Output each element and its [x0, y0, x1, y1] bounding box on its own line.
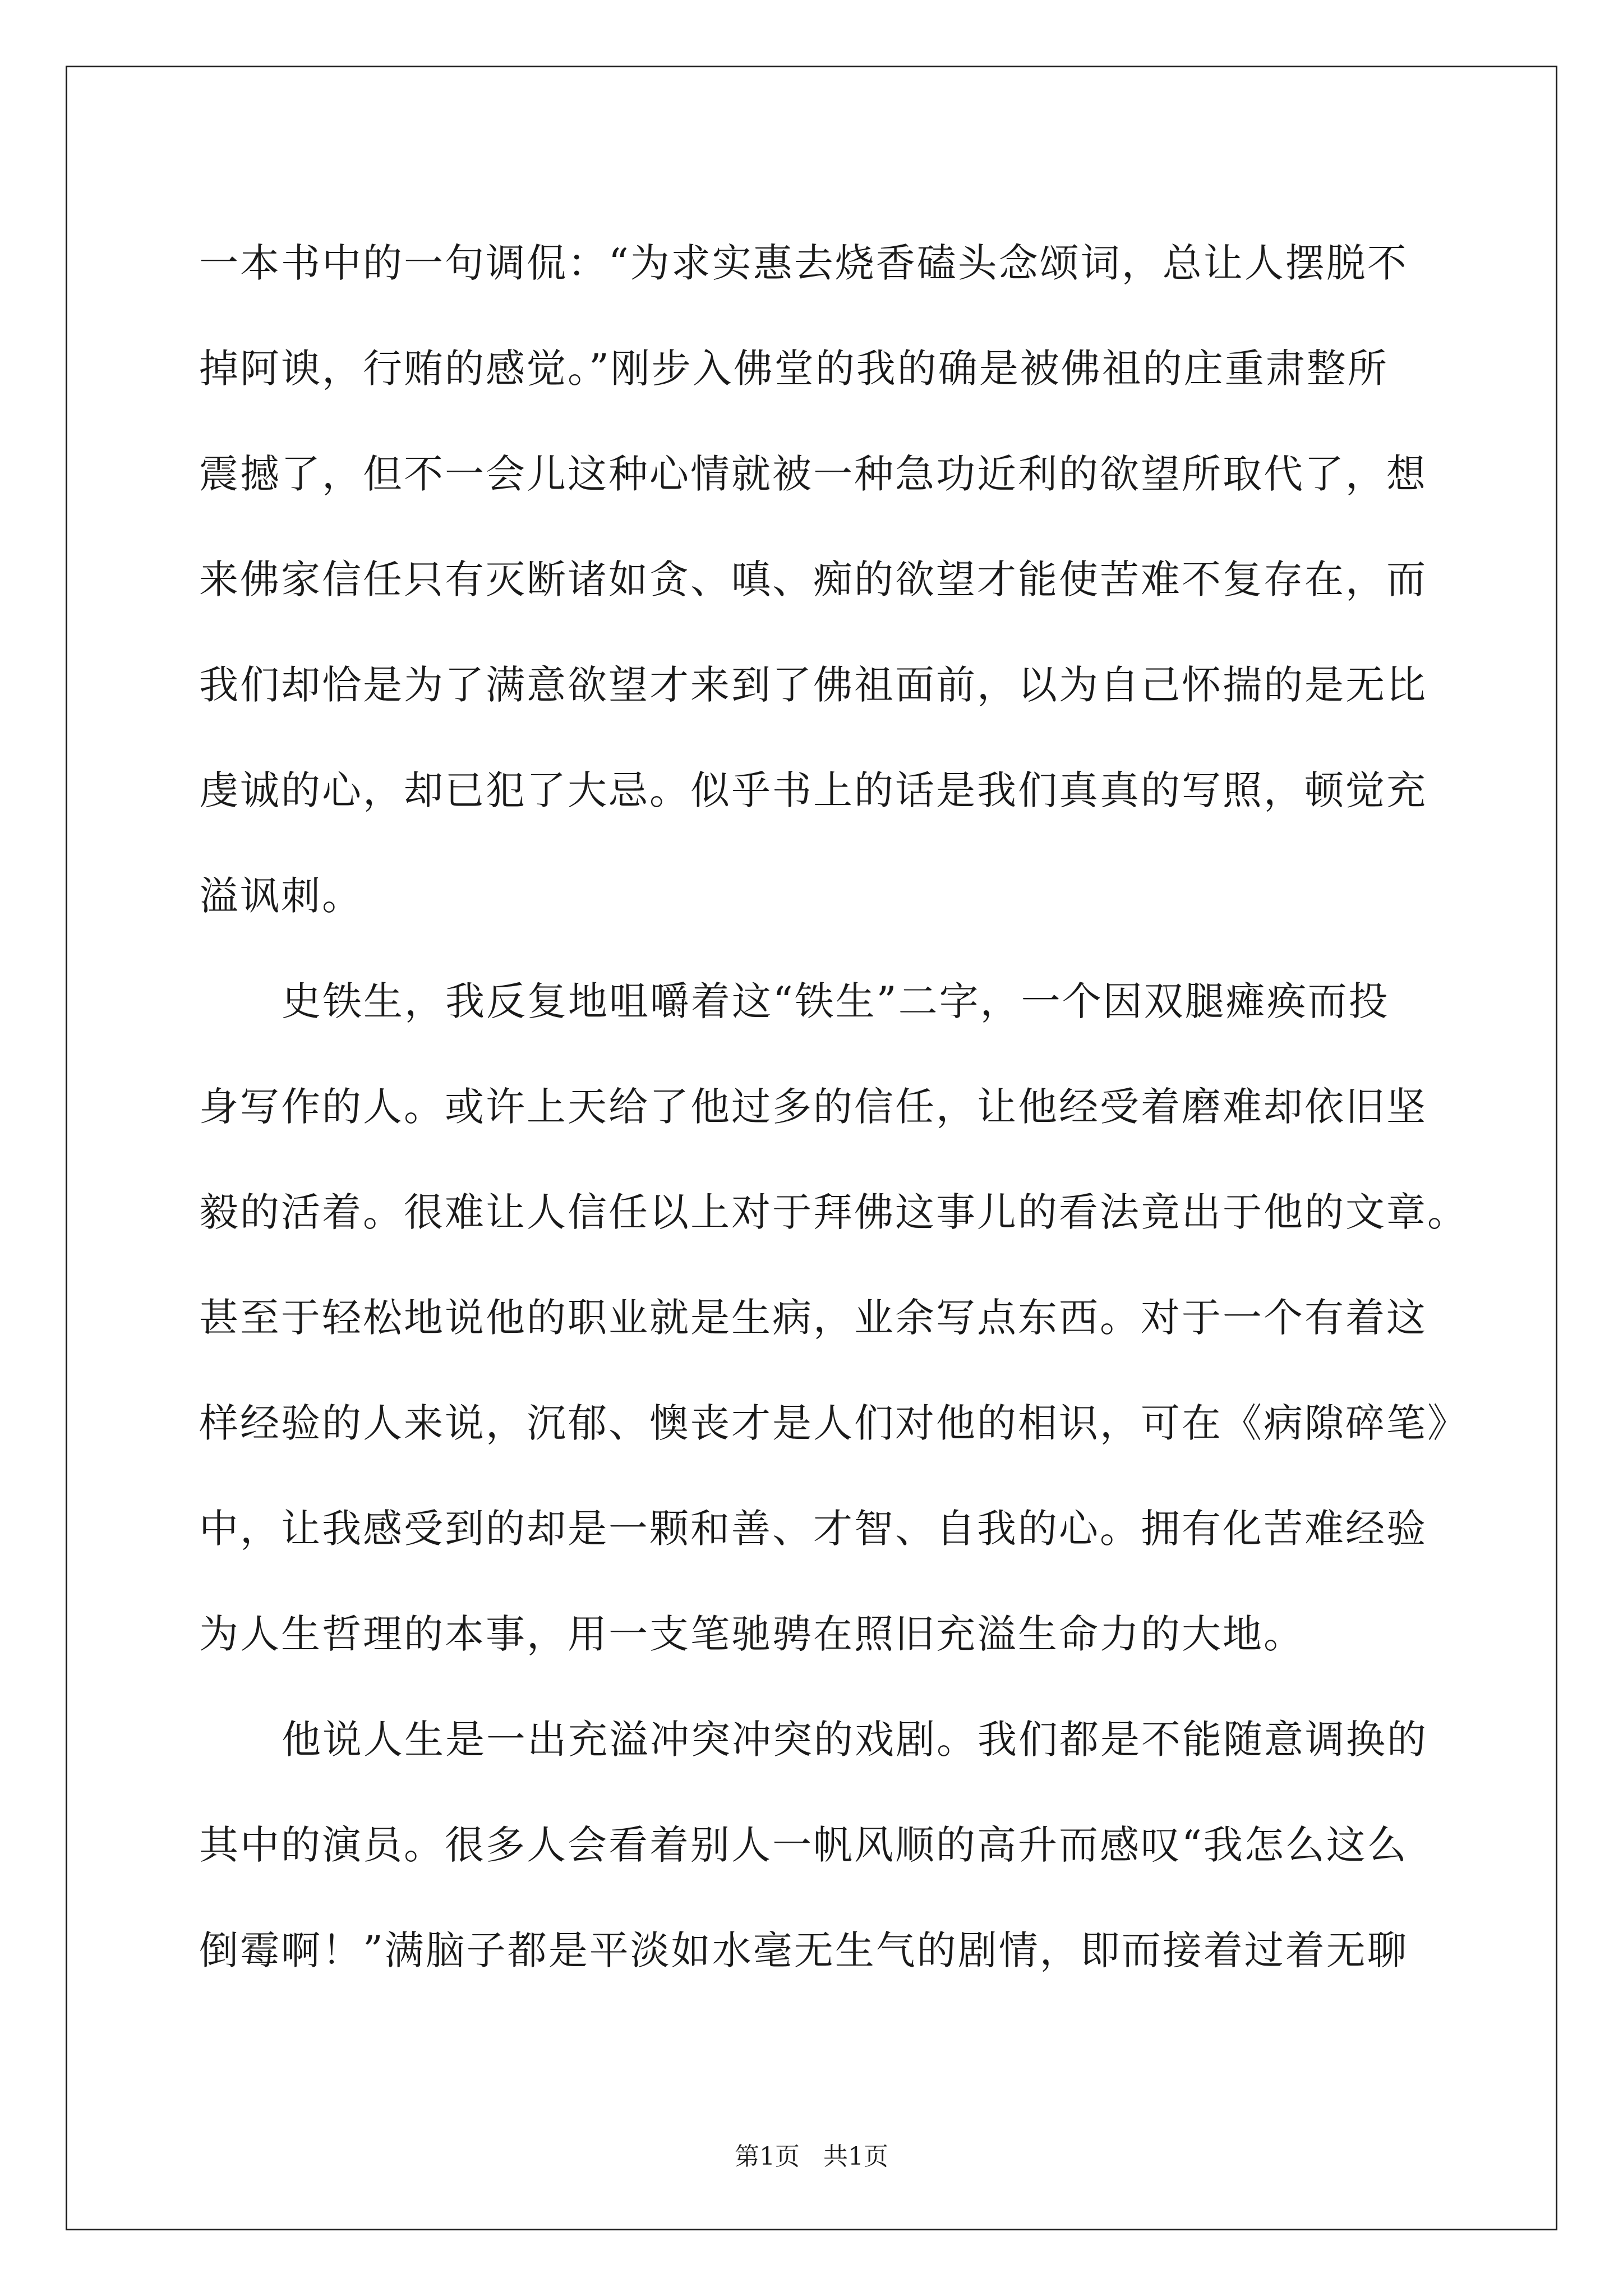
- text-line: 身写作的人。或许上天给了他过多的信任，让他经受着磨难却依旧坚: [199, 1084, 1427, 1130]
- text-line: 样经验的人来说，沉郁、懊丧才是人们对他的相识，可在《病隙碎笔》: [199, 1400, 1468, 1446]
- paragraph-first-line: 他说人生是一出充溢冲突冲突的戏剧。我们都是不能随意调换的: [282, 1717, 1428, 1763]
- text-line: 毅的活着。很难让人信任以上对于拜佛这事儿的看法竟出于他的文章。: [199, 1189, 1468, 1235]
- text-line: 震撼了，但不一会儿这种心情就被一种急功近利的欲望所取代了，想: [199, 451, 1427, 497]
- text-line: 其中的演员。很多人会看着别人一帆风顺的高升而感叹“我怎么这么: [199, 1822, 1408, 1868]
- paragraph-first-line: 史铁生，我反复地咀嚼着这“铁生”二字，一个因双腿瘫痪而投: [282, 978, 1390, 1024]
- page-total: 共1页: [823, 2142, 888, 2171]
- document-body: [199, 210, 1468, 2003]
- text-line: 虔诚的心，却已犯了大忌。似乎书上的话是我们真真的写照，顿觉充: [199, 767, 1427, 813]
- page-number: 第1页: [735, 2142, 800, 2171]
- text-line: 溢讽刺。: [199, 873, 363, 919]
- text-line: 倒霉啊！”满脑子都是平淡如水毫无生气的剧情，即而接着过着无聊: [199, 1927, 1408, 1973]
- text-line: 来佛家信任只有灭断诸如贪、嗔、痴的欲望才能使苦难不复存在，而: [199, 556, 1427, 602]
- text-line: 我们却恰是为了满意欲望才来到了佛祖面前，以为自己怀揣的是无比: [199, 662, 1427, 708]
- text-line: 甚至于轻松地说他的职业就是生病，业余写点东西。对于一个有着这: [199, 1295, 1427, 1341]
- text-line: 为人生哲理的本事，用一支笔驰骋在照旧充溢生命力的大地。: [199, 1611, 1304, 1657]
- page-footer: [0, 2136, 1623, 2172]
- text-line: 中，让我感受到的却是一颗和善、才智、自我的心。拥有化苦难经验: [199, 1506, 1427, 1552]
- text-line: 掉阿谀，行贿的感觉。”刚步入佛堂的我的确是被佛祖的庄重肃整所: [199, 346, 1389, 392]
- text-line: 一本书中的一句调侃：“为求实惠去烧香磕头念颂词，总让人摆脱不: [199, 240, 1408, 286]
